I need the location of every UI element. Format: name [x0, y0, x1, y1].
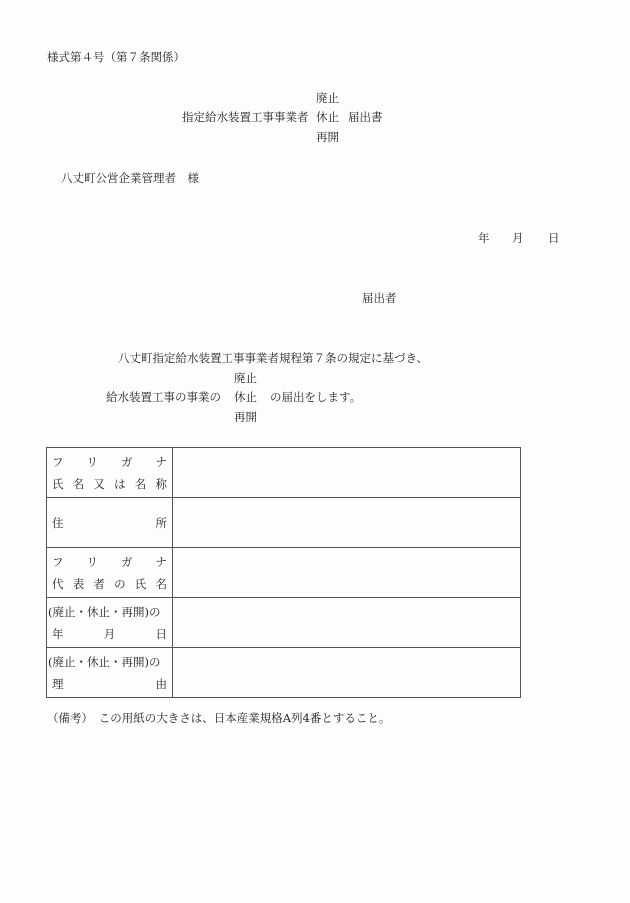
label-representative: フ リ ガ ナ 代 表 者 の 氏 名 — [47, 548, 173, 598]
body-option-resume: 再開 — [234, 410, 257, 424]
value-date[interactable] — [173, 598, 521, 648]
body-option-suspend: 休止 — [234, 390, 257, 404]
title-prefix: 指定給水装置工事事業者 — [182, 110, 309, 124]
label-date: (廃止・休止・再開)の 年 月 日 — [47, 598, 173, 648]
title-suffix: 届出書 — [348, 110, 383, 124]
table-row-reason — [47, 648, 521, 698]
table-row-representative — [47, 548, 521, 598]
body-option-abolish: 廃止 — [234, 371, 257, 385]
note: （備考） この用紙の大きさは、日本産業規格A列4番とすること。 — [47, 711, 391, 725]
value-address[interactable] — [173, 498, 521, 548]
title-option-resume: 再開 — [316, 130, 339, 144]
value-name[interactable] — [173, 448, 521, 498]
date-year: 年 — [478, 231, 490, 245]
form-number: 様式第４号（第７条関係） — [47, 50, 185, 64]
title-option-suspend: 休止 — [316, 110, 339, 124]
table-row-date — [47, 598, 521, 648]
label-address: 住 所 — [47, 498, 173, 548]
notification-table — [46, 447, 521, 698]
body-prefix: 給水装置工事の事業の — [106, 390, 221, 404]
title-option-abolish: 廃止 — [316, 91, 339, 105]
table-row-name — [47, 448, 521, 498]
label-reason: (廃止・休止・再開)の 理 由 — [47, 648, 173, 698]
body-suffix: の届出をします。 — [270, 390, 362, 404]
notifier-label: 届出者 — [362, 291, 397, 305]
date-day: 日 — [548, 231, 560, 245]
table-row-address — [47, 498, 521, 548]
addressee: 八丈町公営企業管理者 様 — [61, 171, 199, 185]
value-representative[interactable] — [173, 548, 521, 598]
label-name: フ リ ガ ナ 氏 名 又 は 名 称 — [47, 448, 173, 498]
value-reason[interactable] — [173, 648, 521, 698]
body-line1: 八丈町指定給水装置工事事業者規程第７条の規定に基づき、 — [118, 351, 429, 365]
date-month: 月 — [512, 231, 524, 245]
